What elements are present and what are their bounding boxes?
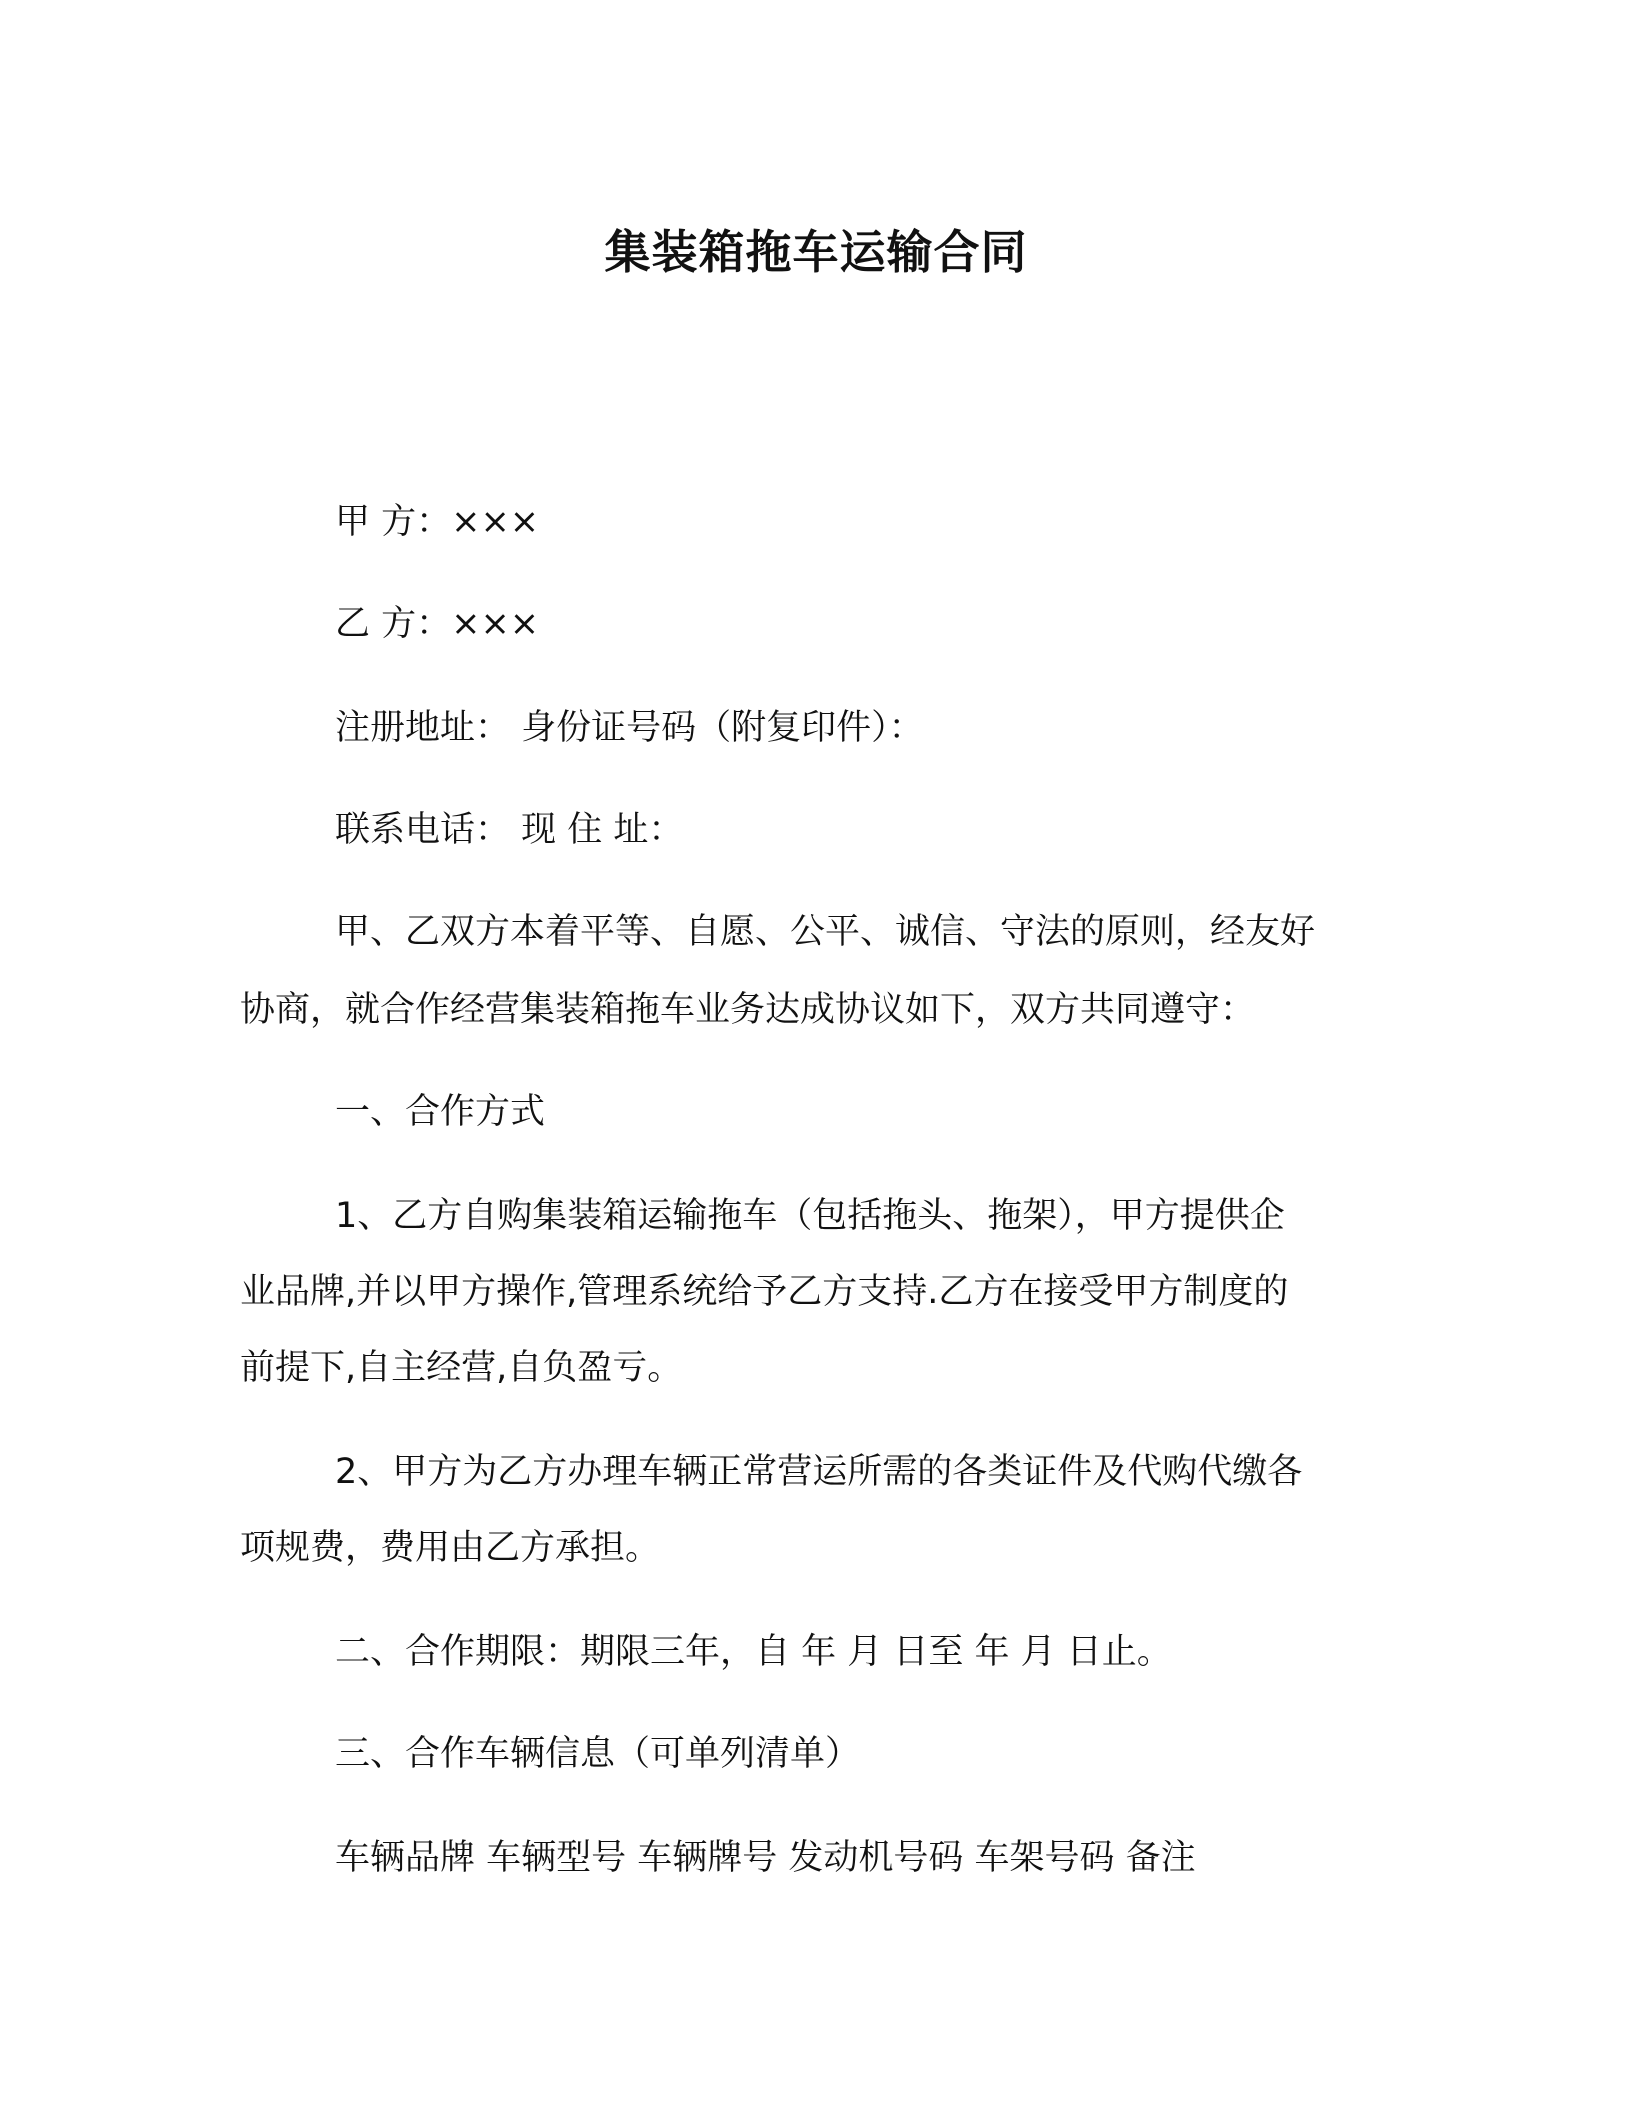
address-line: 注册地址： 身份证号码（附复印件）： (335, 708, 924, 748)
clause-2-line-2: 项规费，费用由乙方承担。 (240, 1528, 661, 1568)
party-b-line: 乙 方：××× (335, 604, 540, 644)
vehicle-table-header: 车辆品牌 车辆型号 车辆牌号 发动机号码 车架号码 备注 (335, 1838, 1196, 1878)
intro-line-1: 甲、乙双方本着平等、自愿、公平、诚信、守法的原则，经友好 (335, 912, 1316, 952)
clause-2-line-1: 2、甲方为乙方办理车辆正常营运所需的各类证件及代购代缴各 (335, 1452, 1303, 1492)
clause-1-line-1: 1、乙方自购集装箱运输拖车（包括拖头、拖架），甲方提供企 (335, 1196, 1285, 1236)
contract-title: 集装箱拖车运输合同 (604, 225, 1028, 279)
clause-1-line-3: 前提下,自主经营,自负盈亏。 (240, 1348, 683, 1388)
section-3-heading: 三、合作车辆信息（可单列清单） (335, 1734, 861, 1774)
contact-line: 联系电话： 现 住 址： (335, 810, 684, 850)
clause-1-line-2: 业品牌,并以甲方操作,管理系统给予乙方支持.乙方在接受甲方制度的 (240, 1272, 1289, 1312)
party-a-line: 甲 方：××× (335, 502, 540, 542)
intro-line-2: 协商，就合作经营集装箱拖车业务达成协议如下，双方共同遵守： (240, 990, 1256, 1030)
section-2-term: 二、合作期限：期限三年，自 年 月 日至 年 月 日止。 (335, 1632, 1172, 1672)
section-1-heading: 一、合作方式 (335, 1092, 546, 1132)
